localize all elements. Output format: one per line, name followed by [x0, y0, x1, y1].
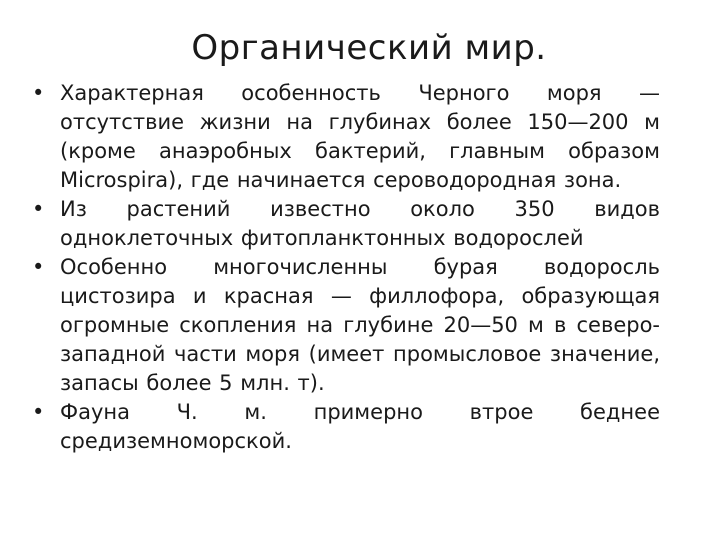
bullet-item-algae: • Особенно многочисленны бурая водоросль цистозира и красная — филлофора, образующая огромные скопления на глубине 20—50 м в северо-западной части моря (имеет промысловое значение, запасы более 5 млн. т). — [30, 253, 660, 398]
bullet-item-plant-species: • Из растений известно около 350 видов одноклеточных фитопланктонных водорослей — [30, 195, 660, 253]
bullet-list — [30, 79, 660, 456]
slide-title: Органический мир. — [191, 28, 547, 68]
bullet-item-fauna: • Фауна Ч. м. примерно втрое беднее средиземноморской. — [30, 398, 660, 456]
bullet-item-black-sea-depth: • Характерная особенность Черного моря — отсутствие жизни на глубинах более 150—200 м (кроме анаэробных бактерий, главным образом Microspira), где начинается сероводородная зона. — [30, 79, 660, 195]
